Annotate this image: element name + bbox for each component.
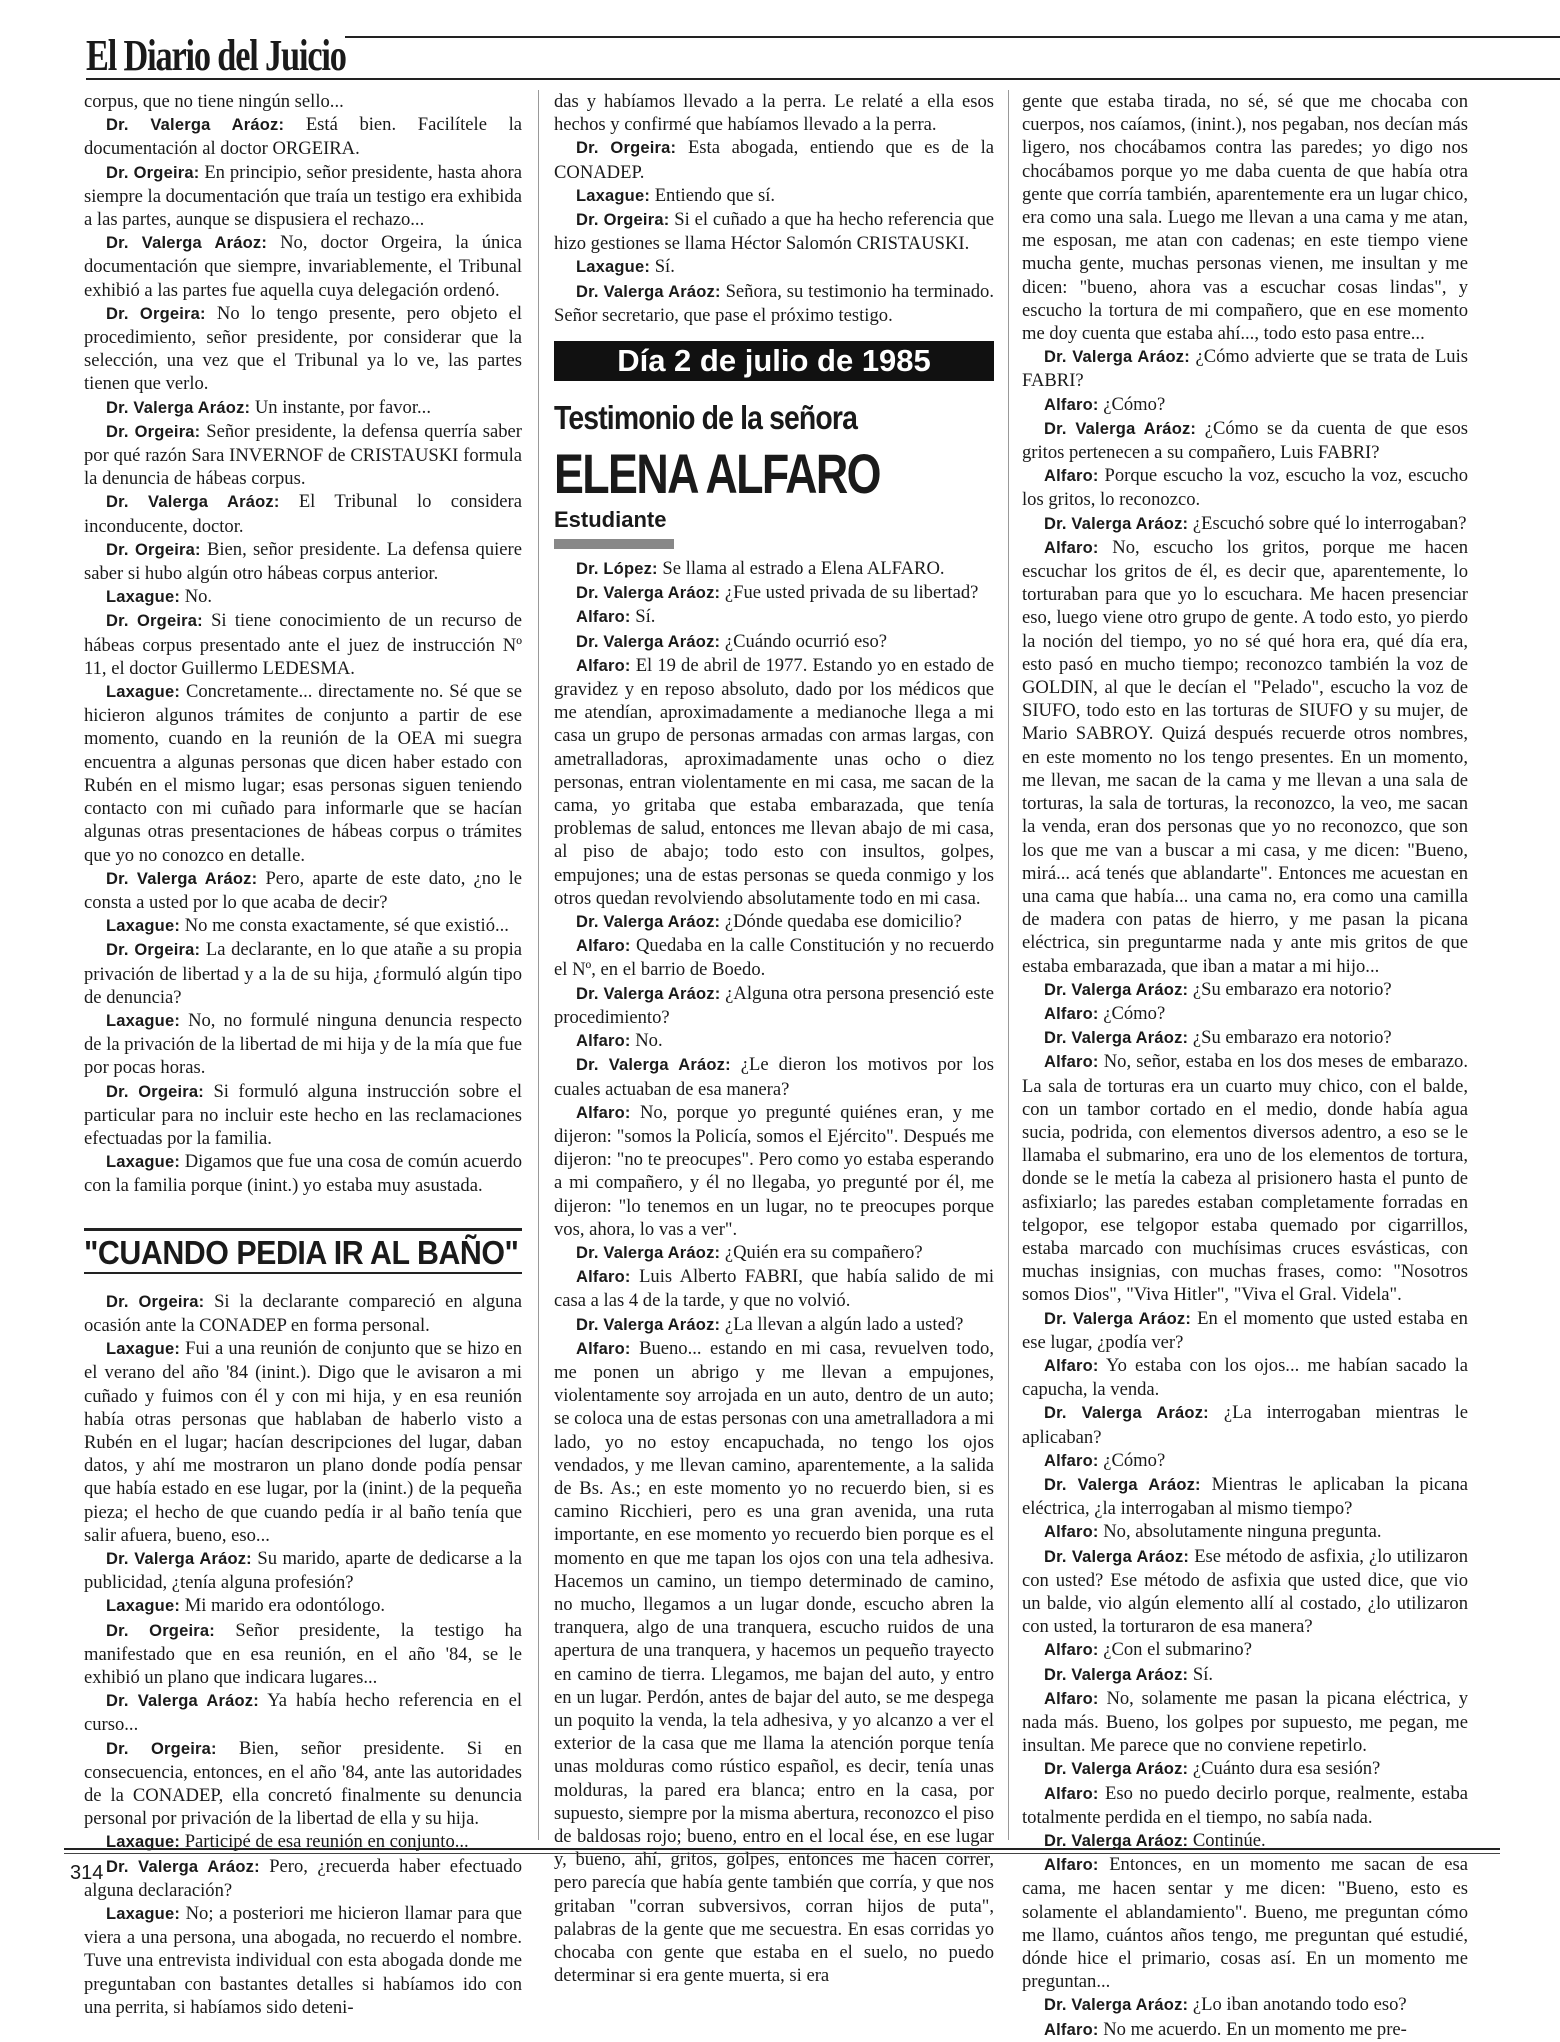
speech-text: Sí.	[654, 256, 675, 278]
transcript-paragraph	[1022, 978, 1468, 1002]
transcript-paragraph	[554, 280, 994, 327]
speech-text: No.	[635, 1030, 663, 1052]
transcript-paragraph	[84, 867, 522, 914]
speaker-name: Dr. Valerga Aráoz:	[1044, 348, 1190, 367]
transcript-paragraph	[554, 934, 994, 981]
speaker-name: Laxague:	[106, 917, 181, 936]
speaker-name: Dr. Valerga Aráoz:	[576, 282, 721, 301]
transcript-block	[554, 557, 994, 1987]
speech-text: Mientras le aplicaban la picana eléctrica, ¿la interrogaban al mismo tiempo?	[1022, 1473, 1469, 1520]
transcript-paragraph	[554, 184, 994, 208]
speaker-name: Dr. Orgeira:	[576, 211, 670, 230]
speech-text: Bien, señor presidente. La defensa quiere saber si hubo algún otro hábeas corpus anterior.	[84, 538, 522, 585]
speaker-name: Dr. Valerga Aráoz:	[106, 493, 280, 512]
speech-text: ¿La llevan a algún lado a usted?	[724, 1313, 964, 1335]
speech-text: No, solamente me pasan la picana eléctrica, y nada más. Bueno, los golpes por supuesto, me pegan, me insultan. Me parece que no conviene repetirlo.	[1022, 1687, 1468, 1757]
speaker-name: Dr. Orgeira:	[106, 1082, 204, 1101]
transcript-paragraph	[1022, 1520, 1468, 1544]
headline-rule	[84, 1228, 522, 1231]
transcript-paragraph	[84, 585, 522, 609]
speech-text: ¿Escuchó sobre qué lo interrogaban?	[1192, 512, 1467, 534]
speaker-name: Dr. Valerga Aráoz:	[1044, 980, 1189, 999]
speech-text: ¿Cómo advierte que se trata de Luis FABRI?	[1022, 346, 1469, 392]
speech-text: Ya había hecho referencia en el curso...	[84, 1690, 522, 1736]
speaker-name: Laxague:	[106, 588, 181, 607]
headline-rule	[84, 1272, 522, 1274]
speaker-name: Dr. Valerga Aráoz:	[106, 1692, 259, 1711]
transcript-paragraph	[554, 1337, 994, 1988]
speaker-name: Alfaro:	[1044, 1356, 1099, 1375]
speaker-name: Laxague:	[106, 1011, 181, 1030]
column-3	[1022, 90, 1468, 2042]
transcript-block	[1022, 90, 1468, 2042]
speaker-name: Alfaro:	[1044, 2020, 1099, 2039]
speech-text: No, escucho los gritos, porque me hacen escuchar los gritos de él, es decir que, aparentemente, lo torturaban para que yo lo escuchara. Me hacen presenciar eso, luego viene otro grupo de gente. A todo esto, yo pierdo la noción del tiempo, yo no sé qué hora era, qué día era, esto pasó en mucho tiempo; reconozco también la voz de GOLDIN, al que le decían el "Pelado", escucho la voz de SIUFO, todo esto en las torturas de SIUFO y su mujer, de Mario SABROY. Quizá después recuerde otros nombres, en este momento no los tengo presentes. En un momento, me llevan, me sacan de la cama y me llevan a una sala de torturas, la sala de torturas, la reconozco, la veo, me sacan la venda, eran dos personas que yo no reconozco, que son los que me van a buscar a mi casa, y me dicen: "Bueno, mirá... acá tenés que ablandarte". Entonces me acuestan en una cama que había... una cama no, era como una camilla de madera con patas de hierro, y me pasan la picana eléctrica, sin preguntarme nada y ante mis gritos de que estaba embarazada, que iban a matar a mi hijo...	[1022, 536, 1468, 977]
speech-text: ¿Quién era su compañero?	[724, 1241, 923, 1263]
speech-text: ¿La interrogaban mientras le aplicaban?	[1022, 1402, 1468, 1448]
transcript-paragraph	[84, 161, 522, 232]
transcript-paragraph	[84, 609, 522, 680]
transcript-paragraph	[554, 90, 994, 136]
transcript-paragraph	[84, 302, 522, 396]
speech-text: Porque escucho la voz, escucho la voz, escucho los gritos, lo reconozco.	[1022, 465, 1468, 511]
transcript-paragraph	[1022, 1354, 1468, 1401]
speech-text: ¿Le dieron los motivos por los cuales actuaban de esa manera?	[554, 1054, 994, 1100]
transcript-paragraph	[554, 1053, 994, 1100]
transcript-paragraph	[1022, 1782, 1468, 1829]
transcript-paragraph	[84, 1737, 522, 1831]
speech-text: Un instante, por favor...	[254, 396, 431, 418]
transcript-paragraph	[1022, 1545, 1468, 1639]
transcript-paragraph	[1022, 1401, 1468, 1448]
column-divider	[1008, 90, 1009, 1840]
transcript-paragraph	[84, 1830, 522, 1854]
speech-text: ¿Fue usted privada de su libertad?	[724, 582, 979, 604]
speech-text: La declarante, en lo que atañe a su propia privación de libertad y a la de su hija, ¿formuló algún tipo de denuncia?	[84, 939, 523, 1008]
transcript-paragraph	[84, 490, 522, 537]
speaker-name: Dr. Valerga Aráoz:	[576, 1315, 721, 1334]
transcript-paragraph	[84, 231, 522, 302]
speech-text: Yo estaba con los ojos... me habían sacado la capucha, la venda.	[1022, 1354, 1468, 1401]
speaker-name: Dr. Valerga Aráoz:	[106, 1857, 260, 1876]
speech-text: Bueno... estando en mi casa, revuelven todo, me ponen un abrigo y me llevan a empujones, violentamente soy arrojada en un auto, dentro de un auto; se coloca una de estas personas con una ametralladora a mi lado, yo no estoy encapuchada, no tengo los ojos vendados, y me llevan camino, aparentemente, a la salida de Bs. As.; en este momento yo no recuerdo bien, si es camino Ricchieri, pero es una gran avenida, una ruta importante, en ese momento yo recuerdo bien porque es el momento en que me tapan los ojos con una tela adhesiva. Hacemos un camino, un tiempo determinado de camino, no mucho, llegamos a un lugar donde, escucho abren la tranquera, algo de una tranquera, escucho ruidos de una apertura de una tranquera, y hacemos un pequeño trayecto en camino de tierra. Llegamos, me bajan del auto, y entro en un lugar. Perdón, antes de bajar del auto, se me despega un poquito la venda, la tela adhesiva, y yo alcanzo a ver el exterior de la casa que me llama la atención porque tenía unas molduras como rústico español, es decir, tenía unas molduras, la pared era blanca; entro en la casa, por supuesto, siempre por la misma abertura, reconozco el piso de baldosas rojo; bueno, entro en el local ése, en ese lugar y, bueno, ahí, gritos, golpes, entonces me hacen correr, pero parecía que había gente también que corría, y que nos gritaban "corran subversivos, corran hijos de puta", palabras de la gente que me secuestra. En esas corridas yo chocaba con gente que estaba en el suelo, no puedo determinar si era gente muerta, si era	[554, 1337, 995, 1987]
speaker-name: Dr. Valerga Aráoz:	[1044, 514, 1189, 533]
speech-text: Si el cuñado a que ha hecho referencia que hizo gestiones se llama Héctor Salomón CRISTAUSKI.	[554, 209, 994, 255]
transcript-paragraph	[84, 1009, 522, 1080]
speaker-name: Dr. Valerga Aráoz:	[1044, 1404, 1209, 1423]
speech-text: ¿Cómo se da cuenta de que esos gritos pertenecen a su compañero, Luis FABRI?	[1022, 417, 1469, 464]
transcript-paragraph	[554, 208, 994, 255]
speaker-name: Dr. Orgeira:	[106, 422, 201, 441]
transcript-paragraph	[1022, 345, 1468, 392]
speech-text: Concretamente... directamente no. Sé que se hicieron algunos trámites de conjunto a partir de ese momento, cuando en la reunión de la OEA mi suegra encuentra a algunas personas que dicen haber estado con Rubén en el mismo lugar; esas personas siguen teniendo contacto con mi cuñado para informarle que se hacían algunas otras presentaciones de hábeas corpus o trámites que yo no conozco en detalle.	[84, 681, 522, 866]
speaker-name: Alfaro:	[576, 1268, 631, 1287]
transcript-paragraph	[1022, 1663, 1468, 1687]
transcript-paragraph	[84, 538, 522, 585]
speech-text: No me consta exactamente, sé que existió...	[184, 915, 509, 937]
transcript-paragraph	[554, 1313, 994, 1337]
transcript-paragraph	[554, 605, 994, 629]
transcript-paragraph	[1022, 90, 1468, 345]
witness-role: Estudiante	[554, 507, 667, 533]
transcript-paragraph	[84, 396, 522, 420]
testimony-label: Testimonio de la señora	[554, 399, 857, 437]
speaker-name: Dr. Valerga Aráoz:	[1044, 419, 1197, 438]
section-headline: "CUANDO PEDIA IR AL BAÑO"	[84, 1233, 519, 1271]
speaker-name: Alfaro:	[1044, 395, 1099, 414]
speech-text: ¿Lo iban anotando todo eso?	[1192, 1994, 1407, 2016]
transcript-paragraph	[1022, 1853, 1468, 1993]
speaker-name: Dr. Valerga Aráoz:	[106, 869, 258, 888]
transcript-paragraph	[84, 113, 522, 160]
transcript-paragraph	[554, 136, 994, 183]
speaker-name: Alfaro:	[1044, 1784, 1099, 1803]
speech-text: No; a posteriori me hicieron llamar para que viera a una persona, una abogada, no recuerdo el nombre. Tuve una entrevista individual con esta abogada donde me preguntaban con bastantes detalles si habíamos ido con una perrita, si habíamos sido deteni-	[84, 1903, 522, 2018]
speaker-name: Dr. Valerga Aráoz:	[576, 1056, 731, 1075]
speech-text: corpus, que no tiene ningún sello...	[84, 91, 344, 112]
speech-text: Su marido, aparte de dedicarse a la publicidad, ¿tenía alguna profesión?	[84, 1547, 522, 1594]
speech-text: El 19 de abril de 1977. Estando yo en estado de gravidez y en reposo absoluto, dado por los médicos que me atendían, aproximadamente a medianoche llega a mi casa un grupo de personas armadas con armas largas, con ametralladoras, aproximadamente unas ocho o diez personas, entran violentamente en mi casa, me sacan de la cama, yo gritaba que estaba embarazada, que tenía problemas de salud, entonces me llevan abajo de mi casa, al piso de abajo; todo esto con insultos, golpes, empujones; una de estas personas se queda conmigo y los otros quedan revolviendo absolutamente todo en mi casa.	[554, 654, 994, 909]
speaker-name: Dr. Valerga Aráoz:	[576, 984, 721, 1003]
speech-text: No, absolutamente ninguna pregunta.	[1103, 1521, 1382, 1543]
speech-text: El Tribunal lo considera inconducente, doctor.	[84, 491, 522, 537]
speech-text: ¿Con el submarino?	[1103, 1639, 1252, 1661]
speaker-name: Alfaro:	[576, 608, 631, 627]
transcript-paragraph	[84, 1150, 522, 1197]
transcript-paragraph	[84, 90, 522, 113]
speech-text: No, no formulé ninguna denuncia respecto de la privación de la libertad de mi hija y de la mía que fue por pocas horas.	[84, 1009, 522, 1079]
speech-text: Entiendo que sí.	[654, 184, 776, 206]
decorative-bar	[554, 539, 674, 549]
speaker-name: Laxague:	[106, 1597, 181, 1616]
speaker-name: Dr. Orgeira:	[576, 139, 677, 158]
speech-text: Quedaba en la calle Constitución y no recuerdo el Nº, en el barrio de Boedo.	[554, 935, 994, 981]
transcript-paragraph	[1022, 417, 1468, 464]
transcript-paragraph	[554, 557, 994, 581]
speaker-name: Dr. Valerga Aráoz:	[576, 913, 721, 932]
speaker-name: Alfaro:	[1044, 1641, 1099, 1660]
speaker-name: Dr. Valerga Aráoz:	[1044, 1832, 1189, 1851]
speech-text: En el momento que usted estaba en ese lugar, ¿podía ver?	[1022, 1307, 1468, 1353]
speaker-name: Alfaro:	[1044, 1451, 1099, 1470]
speech-text: Si la declarante compareció en alguna ocasión ante la CONADEP en forma personal.	[84, 1290, 522, 1336]
speech-text: Si tiene conocimiento de un recurso de hábeas corpus presentado ante el juez de instrucción Nº 11, el doctor Guillermo LEDESMA.	[84, 610, 522, 679]
masthead-rule	[345, 36, 1560, 38]
speech-text: Luis Alberto FABRI, que había salido de mi casa a las 4 de la tarde, y que no volvió.	[554, 1266, 994, 1312]
speech-text: Eso no puedo decirlo porque, realmente, estaba totalmente perdida en el tiempo, no sabía nada.	[1022, 1782, 1469, 1828]
transcript-paragraph	[84, 420, 522, 491]
speech-text: Sí.	[635, 606, 656, 628]
speech-text: No, doctor Orgeira, la única documentación que siempre, invariablemente, el Tribunal exhibió a las partes fue aquella cuya delegación ordenó.	[84, 232, 522, 301]
speech-text: Mi marido era odontólogo.	[184, 1595, 386, 1617]
speaker-name: Alfaro:	[576, 1339, 631, 1358]
transcript-paragraph	[84, 1902, 522, 2019]
speech-text: Fui a una reunión de conjunto que se hizo en el verano del año '84 (inint.). Digo que le avisaron a mi cuñado y fuimos con él y con mi hija, y en esa reunión había otras personas que hablaban de haberlo visto a Rubén en el lugar; hacían descripciones del lugar, daban datos, y ahí me mostraron un plano donde podía pensar que había estado en ese lugar, por la (inint.) de la pequeña pieza; el hecho de que cuando pedía ir al baño tenía que salir afuera, bueno, eso...	[84, 1338, 522, 1546]
transcript-paragraph	[554, 910, 994, 934]
speaker-name: Alfaro:	[576, 1103, 631, 1122]
transcript-paragraph	[84, 1619, 522, 1690]
speech-text: No, señor, estaba en los dos meses de embarazo. La sala de torturas era un cuarto muy chico, con el balde, con un tambor cortado en el medio, donde había agua sucia, podrida, con elementos diversos adentro, a eso se le llamaba el submarino, era uno de los elementos de tortura, donde se le metía la cabeza al prisionero hasta el punto de asfixiarlo; las paredes estaban completamente forradas en telgopor, ese telgopor estaba quemado por cigarrillos, estaba marcado con muchísimas cruces esvásticas, con muchas insignias, con muchas frases, como: "Nosotros somos Dios", "Viva Hitler", "Viva el Gral. Videla".	[1022, 1051, 1468, 1306]
speaker-name: Dr. Valerga Aráoz:	[576, 632, 721, 651]
speaker-name: Dr. Valerga Aráoz:	[106, 116, 285, 135]
transcript-paragraph	[84, 1080, 522, 1151]
speech-text: Sí.	[1192, 1663, 1214, 1685]
speaker-name: Dr. Valerga Aráoz:	[106, 1549, 252, 1568]
speech-text: Pero, aparte de este dato, ¿no le consta a usted por lo que acaba de decir?	[84, 867, 522, 913]
speech-text: Si formuló alguna instrucción sobre el particular para no incluir este hecho en las reclamaciones efectuadas por la familia.	[84, 1080, 522, 1149]
speech-text: ¿Cuándo ocurrió eso?	[724, 630, 887, 652]
speaker-name: Laxague:	[106, 1340, 181, 1359]
header-rule	[86, 78, 1560, 80]
speech-text: Participé de esa reunión en conjunto...	[184, 1831, 469, 1853]
transcript-paragraph	[554, 1241, 994, 1265]
speech-text: No.	[184, 586, 213, 608]
transcript-paragraph	[1022, 393, 1468, 417]
speaker-name: Alfaro:	[1044, 1523, 1099, 1542]
speaker-name: Alfaro:	[576, 937, 631, 956]
transcript-paragraph	[84, 1337, 522, 1547]
speech-text: Señor presidente, la testigo ha manifestado que en esa reunión, en el año '84, se le exhibió un plano que indicara lugares...	[84, 1619, 522, 1688]
speech-text: ¿Su embarazo era notorio?	[1192, 978, 1392, 1000]
speech-text: ¿Cómo?	[1103, 1449, 1166, 1471]
transcript-paragraph	[1022, 1026, 1468, 1050]
speech-text: Entonces, en un momento me sacan de esa cama, me hacen sentar y me dicen: "Bueno, esto es solamente el ablandamiento". Bueno, me preguntan cómo me llamo, cuántos años tengo, me preguntan qué estudié, dónde hice el primario, cosas así. En un momento me preguntan...	[1022, 1854, 1468, 1993]
footer-rule	[64, 1853, 1500, 1854]
masthead-title: El Diario del Juicio	[86, 31, 346, 80]
transcript-paragraph	[554, 1101, 994, 1241]
speaker-name: Dr. Valerga Aráoz:	[1044, 1475, 1201, 1494]
speaker-name: Dr. Orgeira:	[106, 941, 201, 960]
speech-text: Se llama al estrado a Elena ALFARO.	[662, 558, 945, 580]
transcript-paragraph	[1022, 1757, 1468, 1781]
speaker-name: Alfaro:	[1044, 1053, 1099, 1072]
speaker-name: Alfaro:	[576, 656, 631, 675]
speech-text: Digamos que fue una cosa de común acuerdo con la familia porque (inint.) yo estaba muy asustada.	[84, 1151, 522, 1197]
column-1	[84, 90, 522, 2019]
speech-text: Esta abogada, entiendo que es de la CONADEP.	[554, 137, 995, 183]
speaker-name: Laxague:	[106, 1833, 181, 1852]
speech-text: ¿Cómo?	[1103, 393, 1166, 415]
transcript-paragraph	[84, 1594, 522, 1618]
transcript-paragraph	[84, 914, 522, 938]
speaker-name: Laxague:	[106, 683, 181, 702]
transcript-paragraph	[1022, 1993, 1468, 2017]
speaker-name: Dr. Valerga Aráoz:	[576, 584, 721, 603]
transcript-paragraph	[554, 255, 994, 279]
speaker-name: Alfaro:	[1044, 1689, 1099, 1708]
transcript-block	[84, 1290, 522, 2019]
speaker-name: Dr. Valerga Aráoz:	[1044, 1996, 1189, 2015]
speaker-name: Dr. Orgeira:	[106, 540, 201, 559]
speaker-name: Alfaro:	[576, 1032, 631, 1051]
speaker-name: Dr. Orgeira:	[106, 612, 203, 631]
speaker-name: Alfaro:	[1044, 1004, 1099, 1023]
column-divider	[538, 90, 539, 1840]
speaker-name: Dr. Valerga Aráoz:	[1044, 1309, 1192, 1328]
transcript-paragraph	[1022, 1449, 1468, 1473]
speech-text: No me acuerdo. En un momento me pre-	[1103, 2018, 1407, 2040]
speech-text: Ese método de asfixia, ¿lo utilizaron con usted? Ese método de asfixia que usted dice, que vio un balde, vio algún elemento allí al costado, ¿lo utilizaron con usted, la torturaron de esa manera?	[1022, 1545, 1468, 1638]
speech-text: Continúe.	[1192, 1830, 1266, 1852]
transcript-paragraph	[1022, 1002, 1468, 1026]
speaker-name: Laxague:	[106, 1905, 181, 1924]
transcript-paragraph	[554, 581, 994, 605]
transcript-paragraph	[1022, 464, 1468, 511]
transcript-paragraph	[1022, 1473, 1468, 1520]
speaker-name: Dr. Valerga Aráoz:	[1044, 1547, 1190, 1566]
speaker-name: Dr. Orgeira:	[106, 1739, 217, 1758]
speaker-name: Laxague:	[576, 258, 651, 277]
speech-text: gente que estaba tirada, no sé, sé que me chocaba con cuerpos, nos caíamos, (inint.), nos pegaban, nos decían más ligero, nos chocábamos contra las paredes; yo digo nos chocábamos porque yo me daba cuenta de que había otra gente que corría también, aparentemente era un lugar chico, era como una sala. Luego me llevan a una cama y me atan, me esposan, me atan con cadenas; en este tiempo viene mucha gente, muchas personas vienen, me insultan y me dicen: "bueno, ahora vas a escuchar cosas lindas", y escucho la tortura de mi compañero, que en ese momento me doy cuenta que estaba ahí..., todo esto pasa entre...	[1022, 91, 1468, 345]
speaker-name: Dr. Valerga Aráoz:	[1044, 1760, 1189, 1779]
speech-text: ¿Su embarazo era notorio?	[1192, 1027, 1392, 1049]
speaker-name: Dr. Valerga Aráoz:	[106, 398, 251, 417]
transcript-block	[554, 90, 994, 327]
transcript-paragraph	[1022, 1050, 1468, 1306]
witness-name: ELENA ALFARO	[554, 442, 880, 506]
speech-text: En principio, señor presidente, hasta ahora siempre la documentación que traía un testigo era exhibida a las partes, aunque se dispusiera el rechazo...	[84, 161, 522, 231]
speaker-name: Dr. Valerga Aráoz:	[576, 1243, 721, 1262]
speech-text: No lo tengo presente, pero objeto el procedimiento, señor presidente, por considerar que la selección, una vez que el Tribunal ya lo ve, las partes tienen que verlo.	[84, 302, 522, 395]
transcript-paragraph	[1022, 536, 1468, 978]
speaker-name: Dr. Valerga Aráoz:	[1044, 1029, 1189, 1048]
transcript-paragraph	[1022, 1307, 1468, 1354]
speaker-name: Laxague:	[106, 1153, 181, 1172]
speech-text: ¿Cómo?	[1103, 1002, 1166, 1024]
footer-rule	[64, 1848, 1500, 1850]
speaker-name: Alfaro:	[1044, 1856, 1099, 1875]
transcript-paragraph	[84, 1855, 522, 1902]
speaker-name: Dr. Orgeira:	[106, 1292, 205, 1311]
transcript-paragraph	[554, 982, 994, 1029]
transcript-paragraph	[554, 630, 994, 654]
speech-text: Señor presidente, la defensa querría saber por qué razón Sara INVERNOF de CRISTAUSKI formula la denuncia de hábeas corpus.	[84, 420, 522, 490]
transcript-paragraph	[554, 1029, 994, 1053]
speaker-name: Dr. Valerga Aráoz:	[106, 234, 268, 253]
speaker-name: Dr. López:	[576, 560, 658, 579]
speech-text: Señora, su testimonio ha terminado. Señor secretario, que pase el próximo testigo.	[554, 280, 995, 326]
transcript-paragraph	[84, 1689, 522, 1736]
speaker-name: Dr. Orgeira:	[106, 304, 206, 323]
transcript-paragraph	[1022, 1687, 1468, 1758]
speech-text: Bien, señor presidente. Si en consecuencia, entonces, en el año '84, ante las autoridades de la CONADEP, ella concretó finalmente su denuncia personal por privación de la libertad de ella y su hija.	[84, 1737, 522, 1830]
speech-text: Pero, ¿recuerda haber efectuado alguna declaración?	[84, 1855, 522, 1901]
transcript-paragraph	[84, 680, 522, 867]
speaker-name: Laxague:	[576, 186, 651, 205]
speech-text: das y habíamos llevado a la perra. Le relaté a ella esos hechos y confirmé que habíamos llevado a la perra.	[554, 91, 994, 136]
speaker-name: Dr. Valerga Aráoz:	[1044, 1665, 1189, 1684]
speech-text: ¿Dónde quedaba ese domicilio?	[724, 911, 962, 933]
speaker-name: Alfaro:	[1044, 538, 1099, 557]
transcript-paragraph	[1022, 2018, 1468, 2042]
page-number: 314	[70, 1862, 104, 1884]
transcript-paragraph	[84, 938, 522, 1009]
transcript-paragraph	[1022, 1638, 1468, 1662]
transcript-paragraph	[554, 654, 994, 910]
transcript-paragraph	[84, 1290, 522, 1337]
date-band: Día 2 de julio de 1985	[554, 341, 994, 381]
speaker-name: Dr. Orgeira:	[106, 1621, 215, 1640]
transcript-paragraph	[1022, 512, 1468, 536]
transcript-block	[84, 90, 522, 1198]
transcript-paragraph	[554, 1265, 994, 1312]
column-2	[554, 90, 994, 1987]
speech-text: ¿Cuánto dura esa sesión?	[1192, 1758, 1381, 1780]
speech-text: ¿Alguna otra persona presenció este procedimiento?	[554, 982, 994, 1028]
speech-text: No, porque yo pregunté quiénes eran, y me dijeron: "somos la Policía, somos el Ejército". Después me dijeron: "no te preocupes". Pero como yo estaba esperando a mi compañero, y él no llegaba, yo pregunté por él, me dijeron: "lo tenemos en un lugar, no te preocupes porque vos, ahora, lo vas a ver".	[554, 1101, 994, 1240]
speech-text: Está bien. Facilítele la documentación al doctor ORGEIRA.	[84, 114, 522, 160]
speaker-name: Dr. Orgeira:	[106, 163, 200, 182]
speaker-name: Alfaro:	[1044, 467, 1099, 486]
transcript-paragraph	[84, 1547, 522, 1594]
